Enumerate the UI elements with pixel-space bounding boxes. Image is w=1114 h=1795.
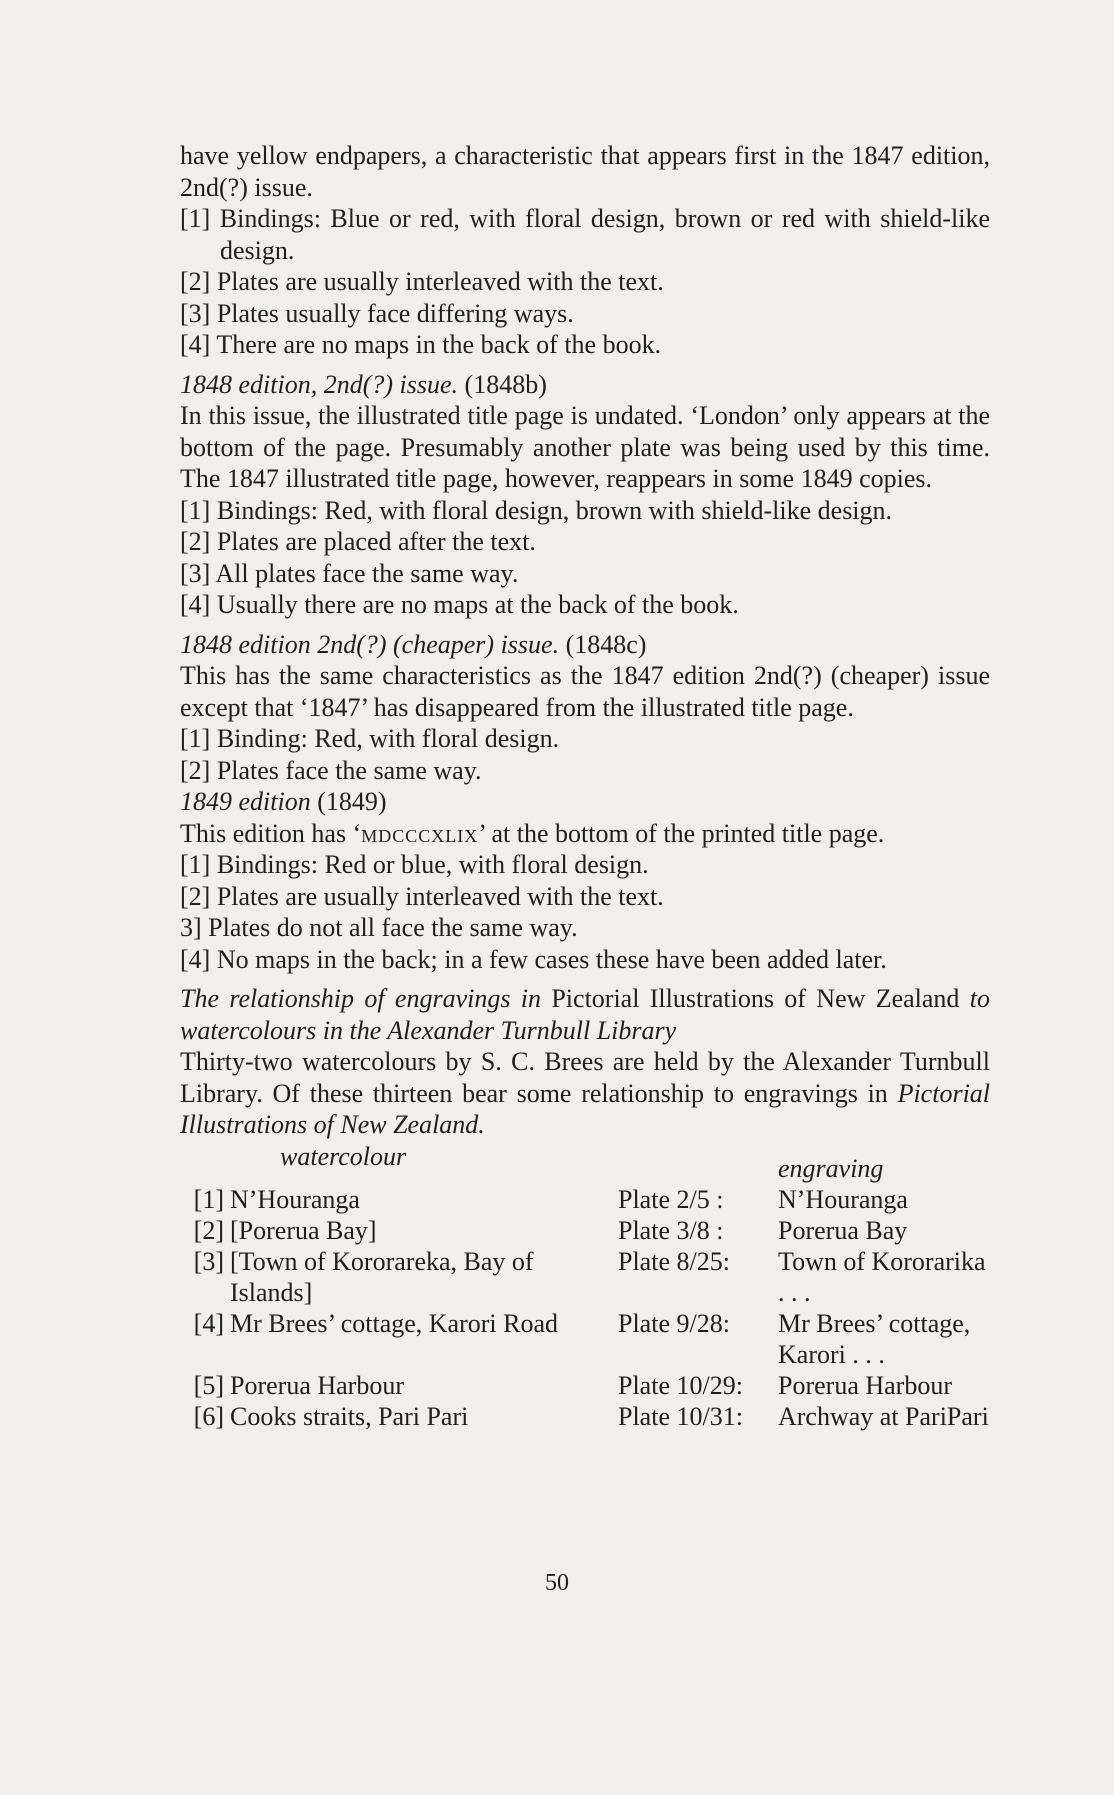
page-body [180, 140, 990, 1432]
table-row: [6] Cooks straits, Pari Pari Plate 10/31: Archway at PariPari [193, 1401, 989, 1431]
list-1847 [180, 203, 990, 361]
list-item: [2] Plates face the same way. [180, 755, 482, 785]
list-item: [2] Plates are placed after the text. [180, 527, 536, 556]
list-item: [4] Usually there are no maps at the back of the book. [180, 590, 739, 619]
roman-numeral: mdcccxlix [361, 818, 479, 848]
list-item: [1] Bindings: Blue or red, with floral design, brown or red with shield-like design. [180, 204, 990, 265]
section-body: In this issue, the illustrated title page is undated. ‘London’ only appears at the bottom of the page. Presumably another plate was being used by this time. The 1847 illustrated title page, however, reappears in some 1849 copies. [180, 401, 990, 493]
section-heading-1848c [180, 629, 990, 661]
section-title: 1848 edition, 2nd(?) issue. [180, 369, 459, 399]
list-item: [1] Binding: Red, with floral design. [180, 724, 560, 753]
col-header-engraving: engraving [778, 1153, 884, 1183]
table-row: [5] Porerua Harbour Plate 10/29: Porerua Harbour [193, 1370, 952, 1400]
table-header-row [180, 1141, 990, 1184]
section-heading-1848b [180, 369, 990, 401]
section-title: 1849 edition [180, 787, 311, 816]
section-title: 1848 edition 2nd(?) (cheaper) issue. [180, 629, 560, 659]
list-item: 3] Plates do not all face the same way. [180, 913, 578, 942]
section-body: This edition has ‘mdcccxlix’ at the bottom of the printed title page. [180, 818, 885, 848]
section-heading-1849 [180, 786, 990, 818]
section-tag: (1849) [317, 787, 387, 816]
section-tag: (1848c) [565, 629, 647, 659]
table-row: [3] [Town of Kororareka, Bay of Islands] Plate 8/25: Town of Kororarika . . . [193, 1246, 986, 1307]
section-body: This has the same characteristics as the 1847 edition 2nd(?) (cheaper) issue except that ‘1847’ has disappeared from the illustrated title page. [180, 661, 990, 722]
table-row: [1] N’Houranga Plate 2/5 : N’Houranga [193, 1184, 908, 1214]
list-item: [4] There are no maps in the back of the book. [180, 330, 662, 359]
table-row: [2] [Porerua Bay] Plate 3/8 : Porerua Bay [193, 1215, 908, 1245]
list-item: [3] All plates face the same way. [180, 558, 519, 588]
relationship-heading: The relationship of engravings in Pictorial Illustrations of New Zealand to watercolours in the Alexander Turnbull Library [180, 984, 990, 1045]
list-item: [1] Bindings: Red, with floral design, brown with shield-like design. [180, 495, 893, 525]
comparison-table [180, 1141, 990, 1432]
page-number: 50 [545, 1570, 569, 1596]
list-item: [3] Plates usually face differing ways. [180, 298, 574, 328]
intro-paragraph: have yellow endpapers, a characteristic that appears first in the 1847 edition, 2nd(?) issue. [180, 141, 990, 202]
list-item: [2] Plates are usually interleaved with the text. [180, 881, 664, 911]
table-row: [4] Mr Brees’ cottage, Karori Road Plate 9/28: Mr Brees’ cottage, Karori . . . [193, 1308, 971, 1369]
section-tag: (1848b) [464, 369, 547, 399]
col-header-watercolour: watercolour [280, 1141, 407, 1171]
list-item: [2] Plates are usually interleaved with the text. [180, 267, 664, 296]
relationship-body: Thirty-two watercolours by S. C. Brees are held by the Alexander Turnbull Library. Of these thirteen bear some relationship to engravings in Pictorial Illustrations of New Zealand. [180, 1047, 991, 1139]
list-item: [1] Bindings: Red or blue, with floral design. [180, 850, 649, 879]
list-item: [4] No maps in the back; in a few cases these have been added later. [180, 944, 887, 974]
